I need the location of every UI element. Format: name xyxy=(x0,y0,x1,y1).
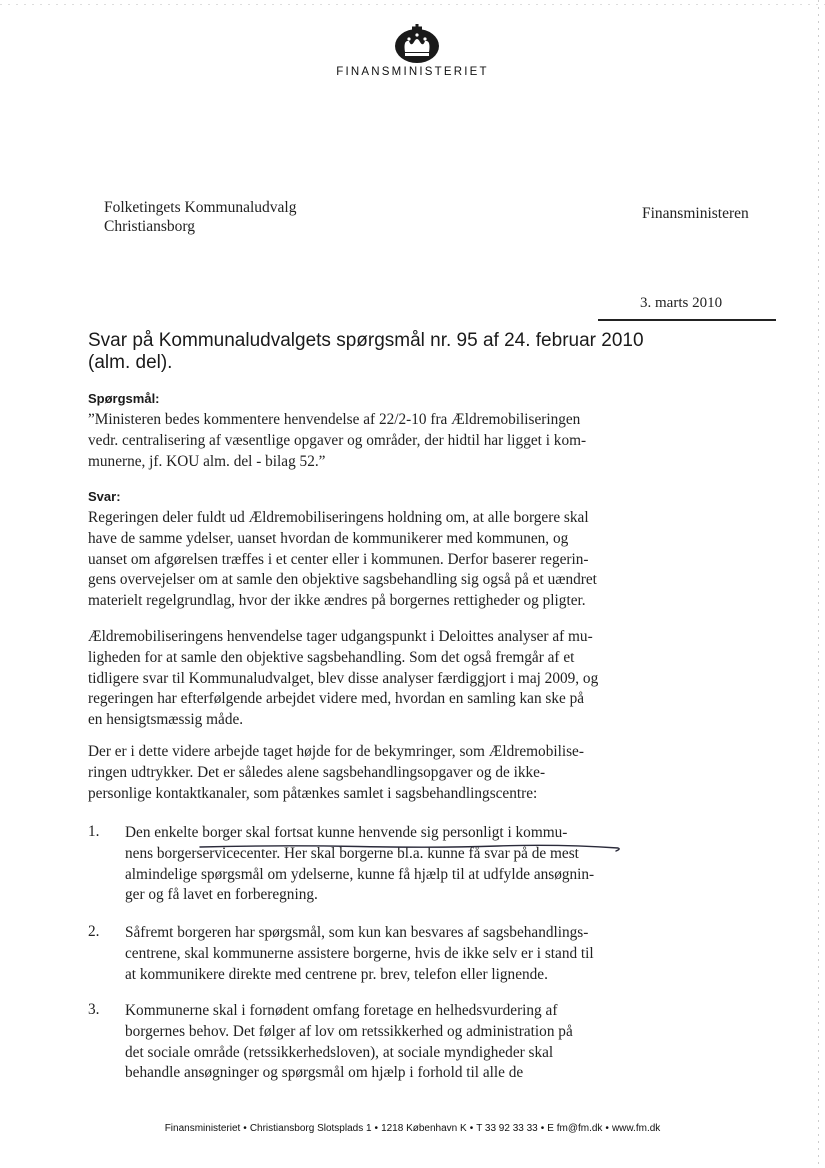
date-divider xyxy=(598,319,776,321)
text-line: ger og få lavet en forberegning. xyxy=(125,886,318,904)
list-item-number: 1. xyxy=(88,823,100,840)
footer-address: Finansministeriet • Christiansborg Slotsplads 1 • 1218 København K • T 33 92 33 33 • E fm@fm.dk • www.fm.dk xyxy=(164,1123,661,1134)
footer-org: Finansministeriet xyxy=(164,1123,241,1134)
text-line: almindelige spørgsmål om ydelserne, kunne få hjælp til at udfylde ansøgnin- xyxy=(125,865,595,883)
list-item xyxy=(125,1001,573,1084)
scan-edge-right xyxy=(818,0,819,1168)
list-item xyxy=(125,823,594,906)
footer-street: Christiansborg Slotsplads 1 xyxy=(249,1123,372,1134)
answer-paragraph-1 xyxy=(88,508,597,612)
text-line: gens overvejelser om at samle den objektive sagsbehandling sig også på et uændret xyxy=(88,571,597,589)
text-line: tidligere svar til Kommunaludvalget, blev disse analyser færdiggjort i maj 2009, og xyxy=(88,669,599,687)
handwritten-underline xyxy=(198,843,624,853)
footer-phone: T 33 92 33 33 xyxy=(476,1123,538,1134)
answer-paragraph-2 xyxy=(88,627,598,731)
question-label: Spørgsmål: xyxy=(88,391,160,406)
list-item-number: 2. xyxy=(88,923,100,940)
text-line: Regeringen deler fuldt ud Ældremobiliseringens holdning om, at alle borgere skal xyxy=(88,509,589,526)
footer-email: E fm@fm.dk xyxy=(547,1123,603,1134)
recipient-line: Folketingets Kommunaludvalg xyxy=(104,199,297,216)
answer-paragraph-3 xyxy=(88,742,584,804)
text-line: Ældremobiliseringens henvendelse tager udgangspunkt i Deloittes analyser af mu- xyxy=(88,628,593,645)
question-text xyxy=(88,410,586,472)
recipient-line: Christiansborg xyxy=(104,218,195,235)
letter-date: 3. marts 2010 xyxy=(640,295,723,311)
text-line: det sociale område (retssikkerhedsloven), at sociale myndigheder skal xyxy=(125,1043,554,1061)
text-line: uanset om afgørelsen træffes i et center eller i kommunen. Derfor baserer regerin- xyxy=(88,550,589,568)
text-line: behandle ansøgninger og spørgsmål om hjælp i forhold til alle de xyxy=(125,1064,524,1082)
crown-icon xyxy=(394,22,440,64)
text-line: ringen udtrykker. Det er således alene sagsbehandlingsopgaver og de ikke- xyxy=(88,763,546,781)
answer-label: Svar: xyxy=(88,489,121,504)
text-line: vedr. centralisering af væsentlige opgaver og områder, der hidtil har ligget i kom- xyxy=(88,431,587,449)
text-line: Kommunerne skal i fornødent omfang foretage en helhedsvurdering af xyxy=(125,1002,558,1019)
text-line: Såfremt borgeren har spørgsmål, som kun kan besvares af sagsbehandlings- xyxy=(125,924,589,941)
text-line: at kommunikere direkte med centrene pr. brev, telefon eller lignende. xyxy=(125,965,548,983)
text-line: munerne, jf. KOU alm. del - bilag 52.” xyxy=(88,452,326,470)
text-line: ”Ministeren bedes kommentere henvendelse af 22/2-10 fra Ældremobiliseringen xyxy=(88,411,581,428)
footer-web: www.fm.dk xyxy=(611,1123,661,1134)
scan-edge-top xyxy=(0,4,825,5)
text-line: en hensigtsmæssig måde. xyxy=(88,711,244,729)
text-line: centrene, skal kommunerne assistere borgerne, hvis de ikke selv er i stand til xyxy=(125,944,594,962)
text-line: borgernes behov. Det følger af lov om retssikkerhed og administration på xyxy=(125,1022,573,1040)
list-item-number: 3. xyxy=(88,1001,100,1018)
title-line: (alm. del). xyxy=(88,352,173,373)
sender: Finansministeren xyxy=(642,205,749,222)
ministry-wordmark: FINANSMINISTERIET xyxy=(336,66,489,78)
text-line: personlige kontaktkanaler, som påtænkes samlet i sagsbehandlingscentre: xyxy=(88,784,538,802)
recipient-address xyxy=(104,198,296,236)
page-title xyxy=(88,330,648,374)
text-line: materielt regelgrundlag, hvor der ikke ændres på borgernes rettigheder og pligter. xyxy=(88,592,586,610)
list-item xyxy=(125,923,594,985)
text-line: Der er i dette videre arbejde taget højde for de bekymringer, som Ældremobilise- xyxy=(88,743,584,760)
title-line: Svar på Kommunaludvalgets spørgsmål nr. 95 af 24. februar 2010 xyxy=(88,330,644,351)
footer-city: 1218 København K xyxy=(381,1123,467,1134)
text-line: have de samme ydelser, uanset hvordan de kommunikerer med kommunen, og xyxy=(88,529,569,547)
text-line: regeringen har efterfølgende arbejdet videre med, hvordan en samling kan ske på xyxy=(88,690,585,708)
text-line: nens borgerservicecenter. Her skal borgerne bl.a. kunne få svar på de mest xyxy=(125,844,579,862)
text-line: ligheden for at samle den objektive sagsbehandling. Som det også fremgår af et xyxy=(88,648,575,666)
text-line: Den enkelte borger skal fortsat kunne henvende sig personligt i kommu- xyxy=(125,824,568,841)
